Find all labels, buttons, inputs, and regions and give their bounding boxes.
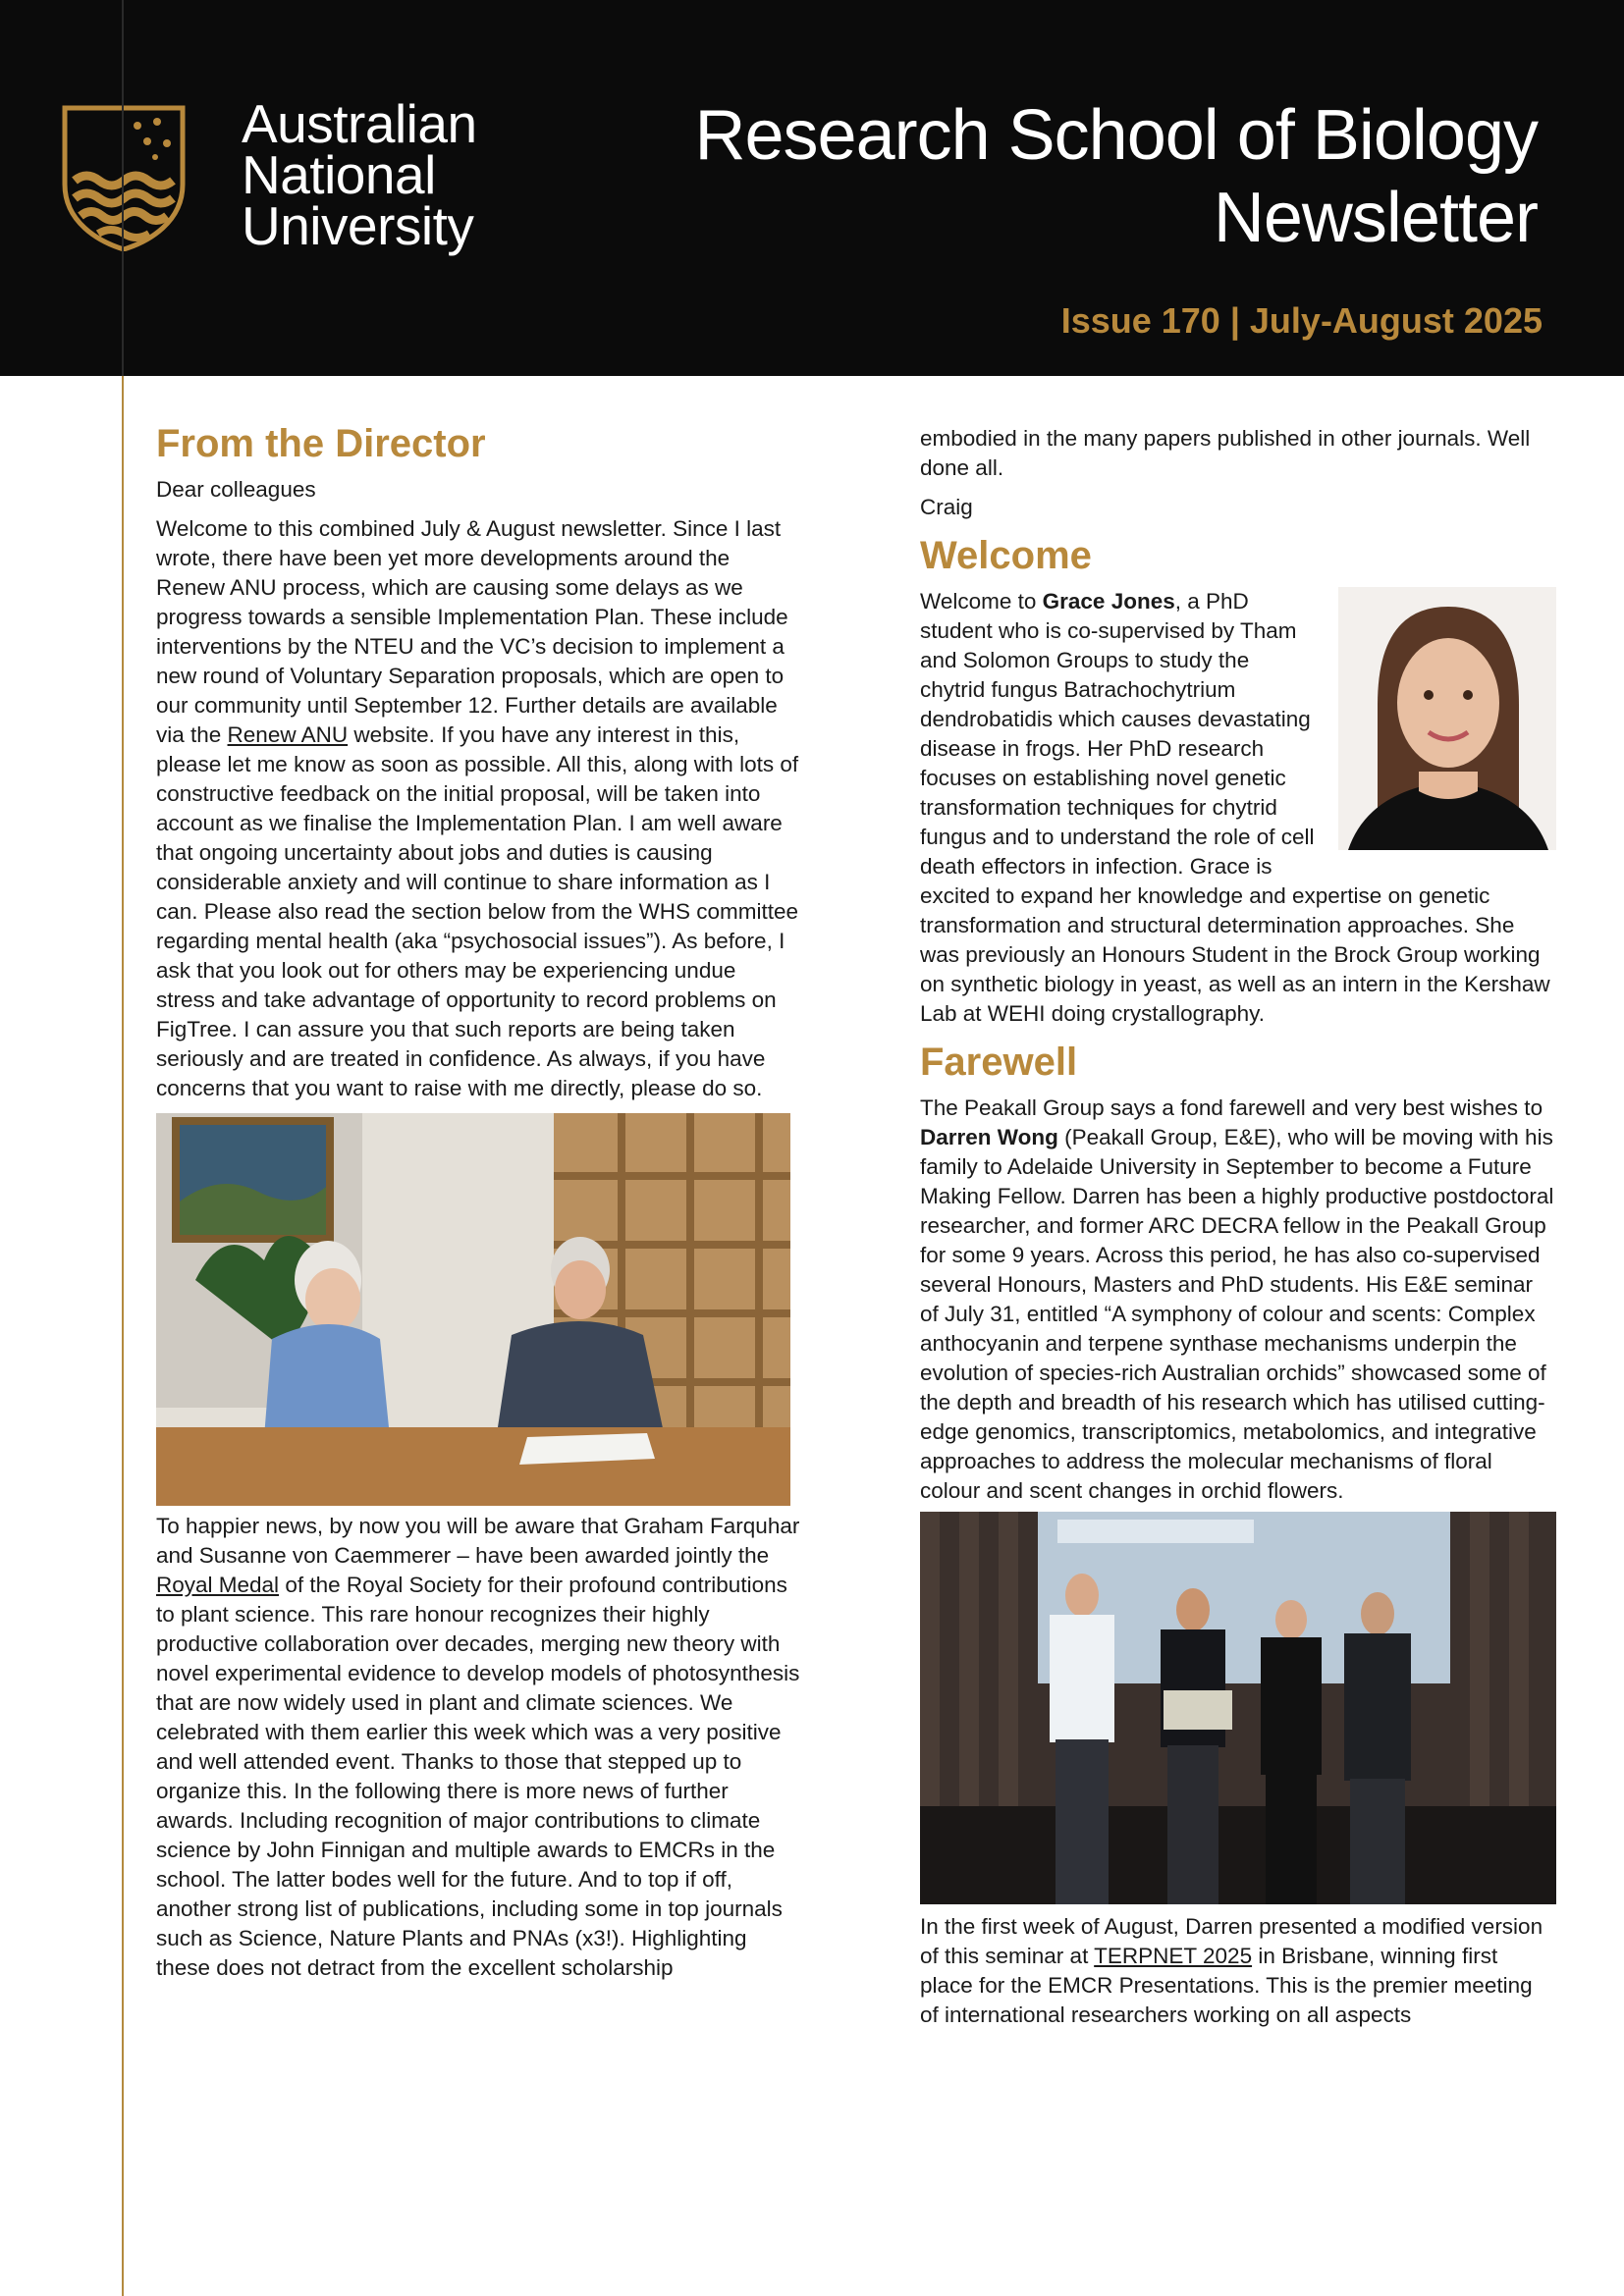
farewell-paragraph — [920, 1094, 1556, 1506]
title-line: Research School of Biology — [694, 96, 1538, 175]
salutation: Dear colleagues — [156, 477, 316, 502]
university-line: National — [242, 144, 436, 205]
farewell-name: Darren Wong — [920, 1125, 1058, 1149]
welcome-heading: Welcome — [920, 534, 1092, 577]
university-line: Australian — [242, 93, 477, 154]
text: To happier news, by now you will be aware that Graham Farquhar and Susanne von Caemmerer – have been awarded jointly the — [156, 1514, 800, 1568]
grace-jones-portrait — [1338, 587, 1556, 850]
text: The Peakall Group says a fond farewell and very best wishes to — [920, 1095, 1543, 1120]
director-paragraph-2 — [156, 1512, 800, 1983]
farewell-heading: Farewell — [920, 1041, 1078, 1084]
director-heading: From the Director — [156, 422, 486, 465]
welcome-name: Grace Jones — [1042, 589, 1175, 614]
text: In the first week of August, Darren presented a modified version of this seminar at — [920, 1914, 1543, 1968]
left-column — [156, 420, 800, 1993]
text: , a PhD student who is co-supervised by Tham and Solomon Groups to study the chytrid fungus Batrachochytrium dendrobatidis which causes devastating disease in frogs. Her PhD research focuses on establishing novel genetic transformation techniques for chytrid fungus and to understand the role of cell death effectors in infection. Grace is excited to expand her knowledge and expertise on genetic transformation and structural determination approaches. She was previously an Honours Student in the Brock Group working on synthetic biology in yeast, as well as an intern in the Kershaw Lab at WEHI doing crystallography. — [920, 589, 1550, 1026]
royal-medal-link[interactable]: Royal Medal — [156, 1573, 280, 1597]
royal-medal-photo — [156, 1113, 790, 1506]
text: Welcome to — [920, 589, 1043, 614]
text: website. If you have any interest in this, please let me know as soon as possible. All this, along with lots of constructive feedback on the initial proposal, will be taken into account as we finalise the Implementation Plan. I am well aware that ongoing uncertainty about jobs and duties is causing considerable anxiety and will continue to share information as I can. Please also read the section below from the WHS committee regarding mental health (aka “psychosocial issues”). As before, I ask that you look out for others may be experiencing undue stress and take advantage of opportunity to record problems on FigTree. I can assure you that such reports are being taken seriously and are treated in confidence. As always, if you have concerns that you want to raise with me directly, please do so. — [156, 722, 799, 1100]
text: (Peakall Group, E&E), who will be moving with his family to Adelaide University in September to become a Future Making Fellow. Darren has been a highly productive postdoctoral researcher, and former ARC DECRA fellow in the Peakall Group for some 9 years. Across this period, he has also co-supervised several Honours, Masters and PhD students. His E&E seminar of July 31, entitled “A symphony of colour and scents: Complex anthocyanin and terpene synthase mechanisms underpin the evolution of species-rich Australian orchids” showcased some of the depth and breadth of his research which has utilised cutting-edge genomics, transcriptomics, metabolomics, and integrative approaches to address the molecular mechanisms of floral colour and scent changes in orchid flowers. — [920, 1125, 1554, 1503]
signoff: Craig — [920, 495, 973, 519]
director-continuation: embodied in the many papers published in other journals. Well done all. — [920, 426, 1531, 480]
text: Welcome to this combined July & August newsletter. Since I last wrote, there have been yet more developments around the Renew ANU process, which are causing some delays as we progress towards a sensible Implementation Plan. These include interventions by the NTEU and the VC’s decision to implement a new round of Voluntary Separation proposals, which are open to our community until September 12. Further details are available via the — [156, 516, 788, 747]
header-divider — [122, 0, 124, 376]
issue-label: Issue 170 | July-August 2025 — [1060, 300, 1543, 341]
title-line: Newsletter — [1213, 179, 1538, 257]
university-line: University — [242, 195, 474, 256]
director-paragraph-1 — [156, 514, 800, 1103]
photo-caption — [920, 1912, 1556, 2030]
newsletter-title — [695, 94, 1539, 259]
header-banner — [0, 0, 1624, 376]
text: in Brisbane, winning first place for the EMCR Presentations. This is the premier meeting of international researchers working on all aspects — [920, 1944, 1533, 2027]
renew-anu-link[interactable]: Renew ANU — [227, 722, 349, 747]
anu-crest-icon — [61, 104, 187, 251]
right-column — [920, 424, 1556, 2040]
terpnet-link[interactable]: TERPNET 2025 — [1094, 1944, 1253, 1968]
text: of the Royal Society for their profound contributions to plant science. This rare honour recognizes their highly productive collaboration over decades, merging new theory with novel experimental evidence to develop models of photosynthesis that are now widely used in plant and climate sciences. We celebrated with them earlier this week which was a very positive and well attended event. Thanks to those that stepped up to organize this. In the following there is more news of further awards. Including recognition of major contributions to climate science by John Finnigan and multiple awards to EMCRs in the school. The latter bodes well for the future. And to top if off, another strong list of publications, including some in top journals such as Science, Nature Plants and PNAs (x3!). Highlighting these does not detract from the excellent scholarship — [156, 1573, 800, 1980]
university-wordmark — [242, 93, 477, 256]
terpnet-award-photo — [920, 1512, 1556, 1904]
